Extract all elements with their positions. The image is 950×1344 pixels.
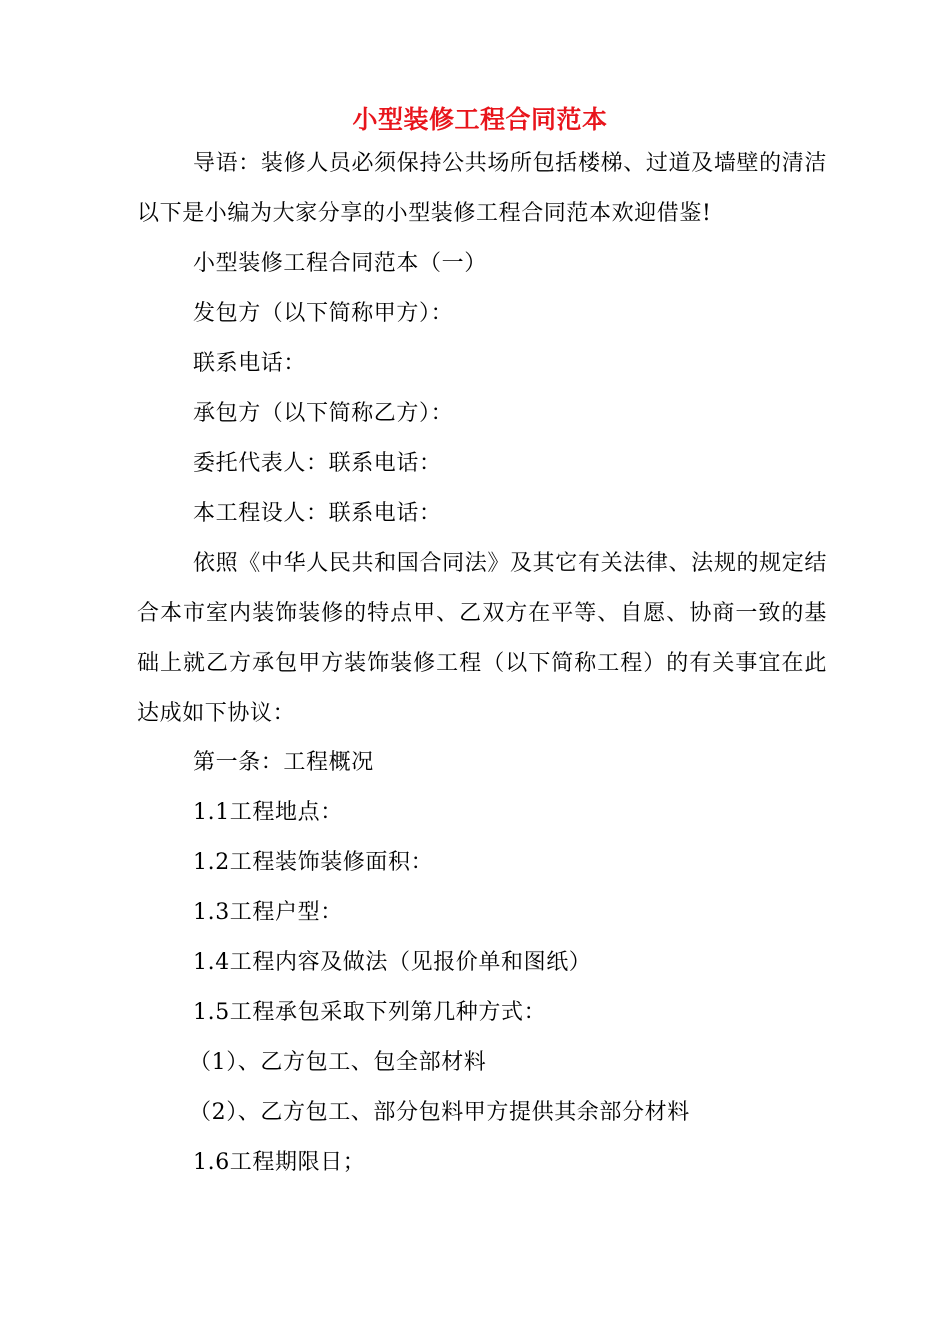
phone-line: 联系电话： xyxy=(193,351,307,376)
representative-line: 委托代表人：联系电话： xyxy=(193,451,442,476)
item-1-6: 1.6工程期限日； xyxy=(193,1150,366,1175)
preamble-paragraph: 依照《中华人民共和国合同法》及其它有关法律、法规的规定结合本市室内装饰装修的特点甲、乙双方在平等、自愿、协商一致的基础上就乙方承包甲方装饰装修工程（以下简称工程）的有关事宜在此达成如下协议： xyxy=(137,551,827,726)
engineer-line: 本工程设人：联系电话： xyxy=(193,501,442,526)
party-a-line: 发包方（以下简称甲方）： xyxy=(193,301,454,326)
option-1: （1）、乙方包工、包全部材料 xyxy=(189,1050,487,1075)
item-1-5: 1.5工程承包采取下列第几种方式： xyxy=(193,1000,547,1025)
item-1-3: 1.3工程户型： xyxy=(193,900,343,925)
intro-paragraph: 导语：装修人员必须保持公共场所包括楼梯、过道及墙壁的清洁以下是小编为大家分享的小型装修工程合同范本欢迎借鉴! xyxy=(137,151,827,226)
item-1-2: 1.2工程装饰装修面积： xyxy=(193,850,434,875)
party-b-line: 承包方（以下简称乙方）： xyxy=(193,401,454,426)
item-1-4: 1.4工程内容及做法（见报价单和图纸） xyxy=(193,950,592,975)
document-title: 小型装修工程合同范本 xyxy=(352,105,608,134)
section-heading: 小型装修工程合同范本（一） xyxy=(193,251,487,276)
article-1-heading: 第一条：工程概况 xyxy=(193,750,374,775)
option-2: （2）、乙方包工、部分包料甲方提供其余部分材料 xyxy=(189,1100,690,1125)
item-1-1: 1.1工程地点： xyxy=(193,800,343,825)
